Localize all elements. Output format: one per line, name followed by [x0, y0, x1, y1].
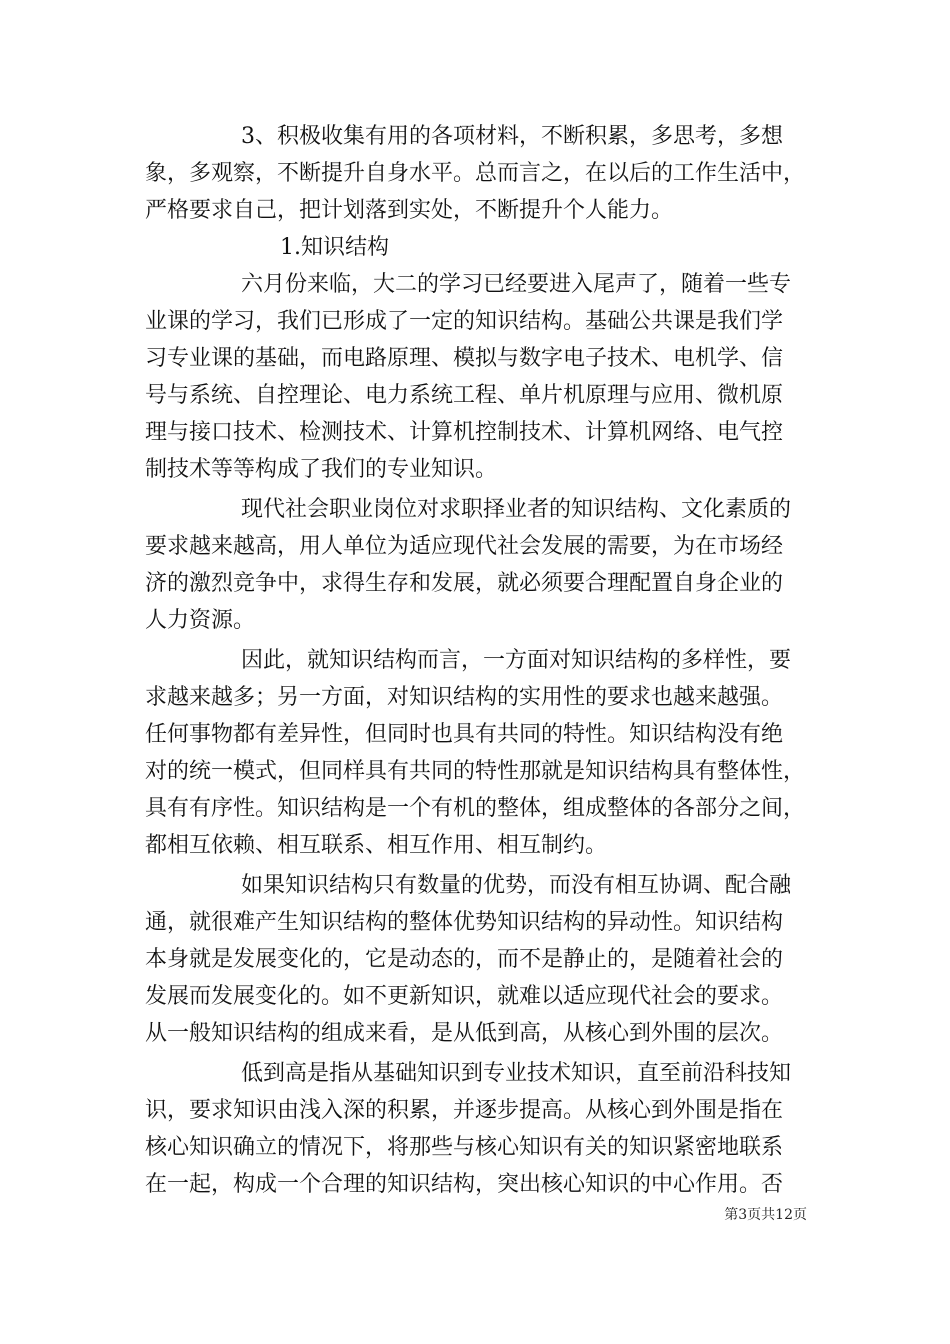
page-number-footer: 第3页共12页 — [724, 1207, 807, 1223]
text-line: 3、积极收集有用的各项材料，不断积累，多思考，多想 — [241, 124, 783, 149]
text-line: 现代社会职业岗位对求职择业者的知识结构、文化素质的 — [241, 497, 792, 522]
paragraph-6 — [145, 1055, 807, 1203]
text-line: 核心知识确立的情况下，将那些与核心知识有关的知识紧密地联系 — [145, 1135, 784, 1160]
paragraph-4 — [145, 642, 807, 864]
text-line: 求越来越多；另一方面，对知识结构的实用性的要求也越来越强。 — [145, 685, 784, 710]
text-line: 如果知识结构只有数量的优势，而没有相互协调、配合融 — [241, 873, 792, 898]
text-line: 通，就很难产生知识结构的整体优势知识结构的异动性。知识结构 — [145, 910, 784, 935]
document-body — [145, 118, 807, 1203]
text-line: 严格要求自己，把计划落到实处，不断提升个人能力。 — [145, 198, 674, 223]
text-line: 具有有序性。知识结构是一个有机的整体，组成整体的各部分之间， — [145, 796, 806, 821]
text-line: 因此，就知识结构而言，一方面对知识结构的多样性，要 — [241, 648, 792, 673]
text-line: 人力资源。 — [145, 608, 256, 633]
text-line: 本身就是发展变化的，它是动态的，而不是静止的，是随着社会的 — [145, 947, 784, 972]
paragraph-2 — [145, 266, 807, 488]
text-line: 象，多观察，不断提升自身水平。总而言之，在以后的工作生活中， — [145, 161, 806, 186]
text-line: 对的统一模式，但同样具有共同的特性那就是知识结构具有整体性， — [145, 759, 806, 784]
text-line: 制技术等等构成了我们的专业知识。 — [145, 457, 498, 482]
text-line: 低到高是指从基础知识到专业技术知识，直至前沿科技知 — [241, 1061, 792, 1086]
paragraph-5 — [145, 867, 807, 1052]
text-line: 业课的学习，我们已形成了一定的知识结构。基础公共课是我们学 — [145, 309, 784, 334]
text-line: 识，要求知识由浅入深的积累，并逐步提高。从核心到外围是指在 — [145, 1098, 784, 1123]
text-line: 任何事物都有差异性，但同时也具有共同的特性。知识结构没有绝 — [145, 722, 784, 747]
text-line: 都相互依赖、相互联系、相互作用、相互制约。 — [145, 833, 608, 858]
text-line: 理与接口技术、检测技术、计算机控制技术、计算机网络、电气控 — [145, 420, 784, 445]
paragraph-1 — [145, 118, 807, 229]
text-line: 六月份来临，大二的学习已经要进入尾声了，随着一些专 — [241, 272, 792, 297]
heading-text: 1.知识结构 — [280, 235, 389, 260]
text-line: 习专业课的基础，而电路原理、模拟与数字电子技术、电机学、信 — [145, 346, 784, 371]
text-line: 发展而发展变化的。如不更新知识，就难以适应现代社会的要求。 — [145, 984, 784, 1009]
section-heading — [145, 229, 807, 266]
text-line: 济的激烈竞争中，求得生存和发展，就必须要合理配置自身企业的 — [145, 571, 784, 596]
text-line: 要求越来越高，用人单位为适应现代社会发展的需要，为在市场经 — [145, 534, 784, 559]
text-line: 在一起，构成一个合理的知识结构，突出核心知识的中心作用。否 — [145, 1172, 784, 1197]
text-line: 号与系统、自控理论、电力系统工程、单片机原理与应用、微机原 — [145, 383, 784, 408]
text-line: 从一般知识结构的组成来看，是从低到高，从核心到外围的层次。 — [145, 1021, 784, 1046]
paragraph-3 — [145, 491, 807, 639]
